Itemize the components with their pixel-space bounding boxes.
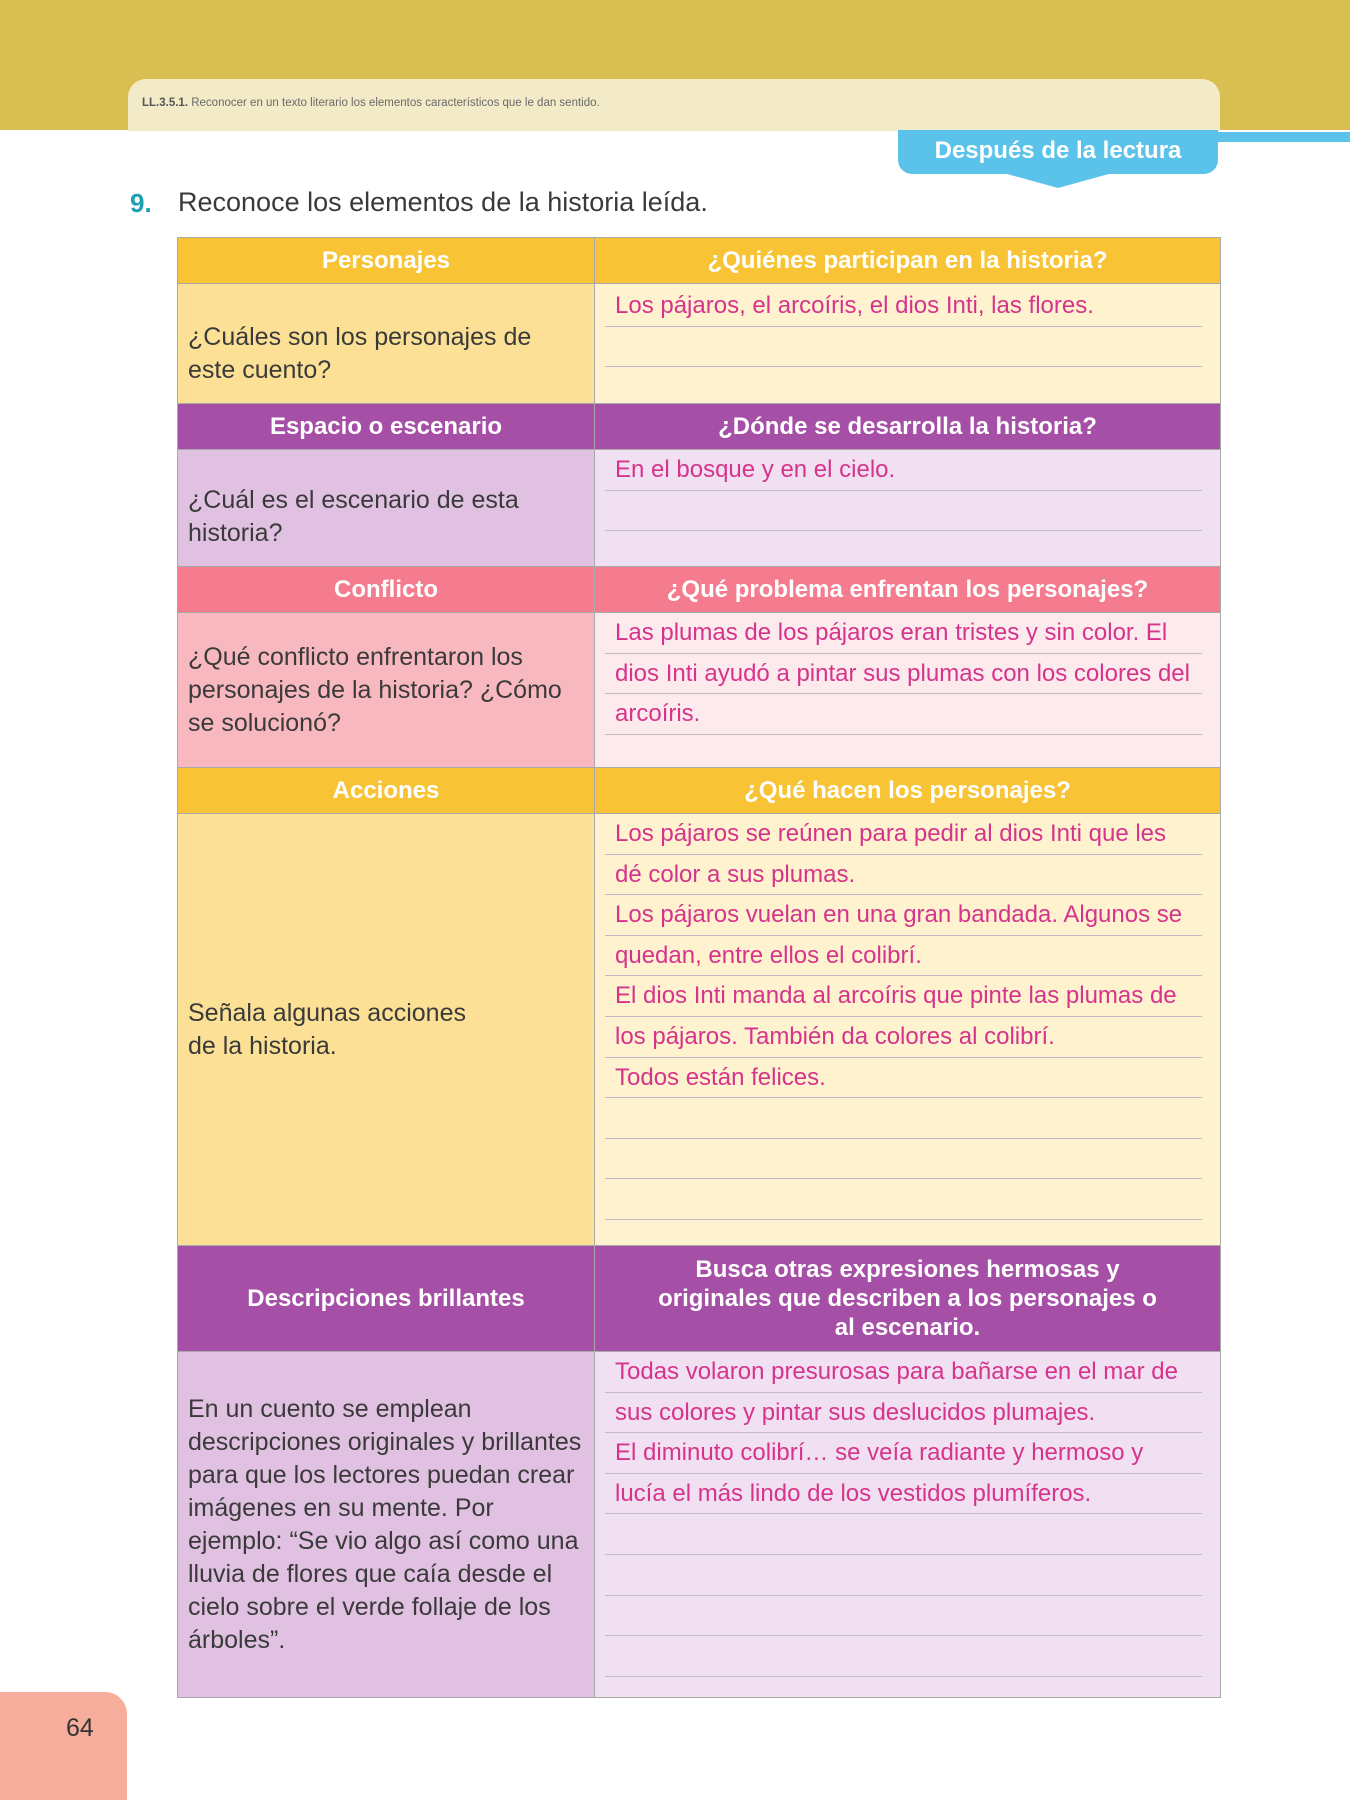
page-number: 64 [66,1714,94,1742]
descripciones-question-heading [595,1246,1221,1352]
answer-line[interactable] [605,327,1202,368]
answer-line[interactable]: Los pájaros se reúnen para pedir al dios Inti que les [605,814,1202,855]
acciones-question-heading: ¿Qué hacen los personajes? [595,768,1221,814]
personajes-prompt [178,284,595,404]
espacio-heading: Espacio o escenario [178,404,595,450]
descripciones-row [178,1352,1221,1698]
answer-line[interactable] [605,1555,1202,1596]
section-banner-tip [1000,172,1116,188]
conflicto-prompt-text: ¿Qué conflicto enfrentaron los personajes de la historia? ¿Cómo se solucionó? [188,642,562,737]
descripciones-prompt-text: En un cuento se emplean descripciones originales y brillantes para que los lectores puedan crear imágenes en su mente. Por ejemplo: “Se vio algo así como una lluvia de flores que caía desde el cielo sobre el verde follaje de los árboles”. [188,1394,582,1654]
answer-line[interactable] [605,491,1202,532]
answer-line[interactable] [605,1139,1202,1180]
skill-bar [128,79,1220,131]
descripciones-header-row [178,1246,1221,1352]
section-banner: Después de la lectura [898,130,1218,174]
story-elements-table [177,237,1221,1698]
personajes-answer[interactable] [595,284,1221,404]
acciones-heading: Acciones [178,768,595,814]
personajes-prompt-text: ¿Cuáles son los personajes de este cuento? [188,322,532,384]
conflicto-header-row [178,567,1221,613]
skill-description: Reconocer en un texto literario los elementos característicos que le dan sentido. [191,97,600,109]
skill-code: LL.3.5.1. [142,97,189,109]
answer-line[interactable]: arcoíris. [605,694,1202,735]
answer-line[interactable]: los pájaros. También da colores al colibrí. [605,1017,1202,1058]
answer-line[interactable]: dé color a sus plumas. [605,855,1202,896]
conflicto-row [178,613,1221,768]
question-rest: los elementos de la historia leída. [299,187,708,217]
descripciones-heading: Descripciones brillantes [178,1246,595,1352]
answer-line[interactable] [605,1098,1202,1139]
personajes-header-row [178,238,1221,284]
answer-line[interactable]: sus colores y pintar sus deslucidos plumajes. [605,1393,1202,1434]
espacio-prompt [178,450,595,567]
espacio-answer[interactable] [595,450,1221,567]
acciones-prompt [178,814,595,1246]
personajes-row [178,284,1221,404]
answer-line[interactable]: El dios Inti manda al arcoíris que pinte las plumas de [605,976,1202,1017]
question-text [178,187,708,218]
answer-line[interactable]: El diminuto colibrí… se veía radiante y hermoso y [605,1433,1202,1474]
answer-line[interactable]: Todas volaron presurosas para bañarse en el mar de [605,1352,1202,1393]
answer-line[interactable]: Los pájaros vuelan en una gran bandada. Algunos se [605,895,1202,936]
answer-line[interactable]: dios Inti ayudó a pintar sus plumas con los colores del [605,654,1202,695]
page-number-tab [0,1692,127,1800]
descripciones-question-text: Busca otras expresiones hermosas y originales que describen a los personajes o al escenario. [658,1256,1157,1341]
acciones-prompt-text: Señala algunas acciones de la historia. [188,998,466,1060]
answer-line[interactable]: quedan, entre ellos el colibrí. [605,936,1202,977]
answer-line[interactable]: En el bosque y en el cielo. [605,450,1202,491]
answer-line[interactable] [605,1636,1202,1677]
espacio-row [178,450,1221,567]
personajes-question-heading: ¿Quiénes participan en la historia? [595,238,1221,284]
espacio-question-heading: ¿Dónde se desarrolla la historia? [595,404,1221,450]
answer-line[interactable] [605,1179,1202,1220]
question-number: 9. [130,188,152,218]
answer-line[interactable] [605,1514,1202,1555]
descripciones-answer[interactable] [595,1352,1221,1698]
espacio-prompt-text: ¿Cuál es el escenario de esta historia? [188,486,519,547]
conflicto-answer[interactable] [595,613,1221,768]
acciones-row [178,814,1221,1246]
acciones-answer[interactable] [595,814,1221,1246]
answer-line[interactable]: lucía el más lindo de los vestidos plumíferos. [605,1474,1202,1515]
answer-line[interactable]: Todos están felices. [605,1058,1202,1099]
descripciones-prompt [178,1352,595,1698]
answer-line[interactable]: Los pájaros, el arcoíris, el dios Inti, las flores. [605,286,1202,327]
conflicto-heading: Conflicto [178,567,595,613]
conflicto-prompt [178,613,595,768]
personajes-heading: Personajes [178,238,595,284]
question-verb: Reconoce [178,187,300,217]
conflicto-question-heading: ¿Qué problema enfrentan los personajes? [595,567,1221,613]
acciones-header-row [178,768,1221,814]
answer-line[interactable]: Las plumas de los pájaros eran tristes y sin color. El [605,613,1202,654]
answer-line[interactable] [605,1596,1202,1637]
espacio-header-row [178,404,1221,450]
